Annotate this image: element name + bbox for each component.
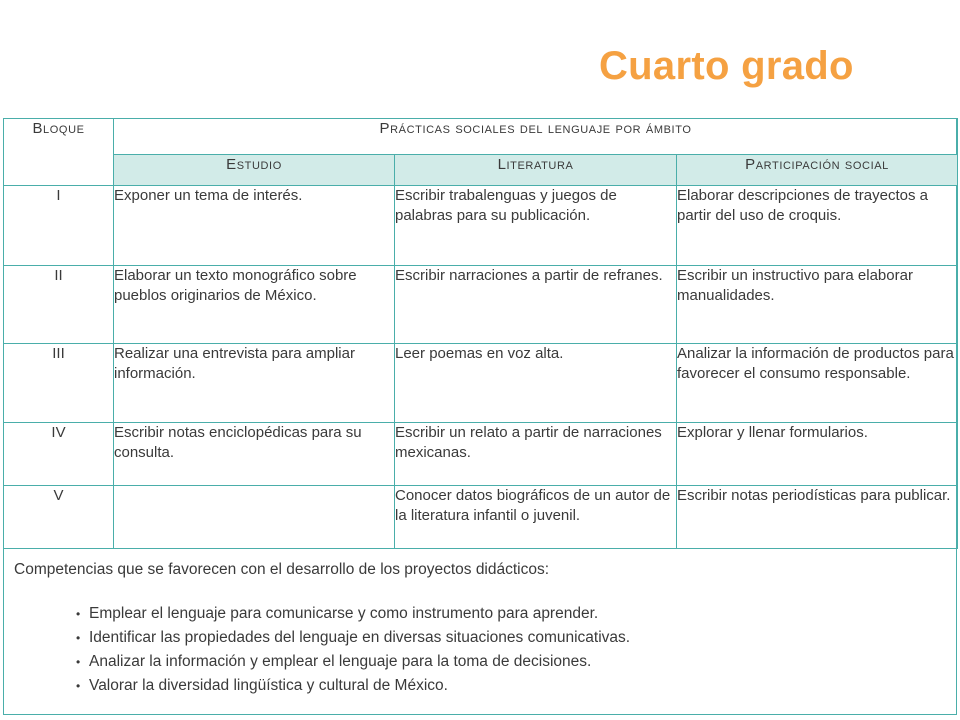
- list-item: • Identificar las propiedades del lenguaje en diversas situaciones comunicativas.: [76, 629, 631, 646]
- estudio-cell: Elaborar un texto monográfico sobre pueblos originarios de México.: [114, 266, 395, 344]
- participacion-cell: Analizar la información de productos para favorecer el consumo responsable.: [677, 344, 958, 423]
- estudio-cell: Escribir notas enciclopédicas para su consulta.: [114, 423, 395, 486]
- bloque-number: II: [4, 266, 114, 344]
- estudio-cell: [114, 486, 395, 549]
- estudio-cell: Realizar una entrevista para ampliar información.: [114, 344, 395, 423]
- ambito-header: Prácticas sociales del lenguaje por ámbito: [114, 119, 958, 155]
- bloque-number: I: [4, 186, 114, 266]
- participacion-cell: Escribir notas periodísticas para publicar.: [677, 486, 958, 549]
- column-header-estudio: Estudio: [114, 155, 395, 186]
- page-title: Cuarto grado: [599, 44, 854, 88]
- competencias-list: [76, 604, 936, 700]
- bloque-number: IV: [4, 423, 114, 486]
- list-item: • Analizar la información y emplear el lenguaje para la toma de decisiones.: [76, 653, 592, 670]
- bloque-number: V: [4, 486, 114, 549]
- bloque-header: Bloque: [4, 119, 114, 186]
- participacion-cell: Escribir un instructivo para elaborar manualidades.: [677, 266, 958, 344]
- bullet-icon: •: [76, 679, 81, 693]
- literatura-cell: Escribir un relato a partir de narraciones mexicanas.: [395, 423, 677, 486]
- table-row: [4, 423, 958, 486]
- practicas-table: [3, 118, 958, 549]
- table-row: [4, 186, 958, 266]
- bullet-icon: •: [76, 631, 81, 645]
- literatura-cell: Leer poemas en voz alta.: [395, 344, 677, 423]
- estudio-cell: Exponer un tema de interés.: [114, 186, 395, 266]
- table-row: [4, 486, 958, 549]
- column-header-participacion: Participación social: [677, 155, 958, 186]
- participacion-cell: Explorar y llenar formularios.: [677, 423, 958, 486]
- competencias-intro: Competencias que se favorecen con el desarrollo de los proyectos didácticos:: [14, 561, 550, 578]
- bullet-icon: •: [76, 655, 81, 669]
- table-row: [4, 344, 958, 423]
- participacion-cell: Elaborar descripciones de trayectos a partir del uso de croquis.: [677, 186, 958, 266]
- list-item: • Emplear el lenguaje para comunicarse y como instrumento para aprender.: [76, 605, 599, 622]
- table-row: [4, 266, 958, 344]
- literatura-cell: Escribir trabalenguas y juegos de palabras para su publicación.: [395, 186, 677, 266]
- literatura-cell: Conocer datos biográficos de un autor de la literatura infantil o juvenil.: [395, 486, 677, 549]
- bloque-number: III: [4, 344, 114, 423]
- list-item: • Valorar la diversidad lingüística y cultural de México.: [76, 677, 448, 694]
- literatura-cell: Escribir narraciones a partir de refranes.: [395, 266, 677, 344]
- bullet-icon: •: [76, 607, 81, 621]
- column-header-literatura: Literatura: [395, 155, 677, 186]
